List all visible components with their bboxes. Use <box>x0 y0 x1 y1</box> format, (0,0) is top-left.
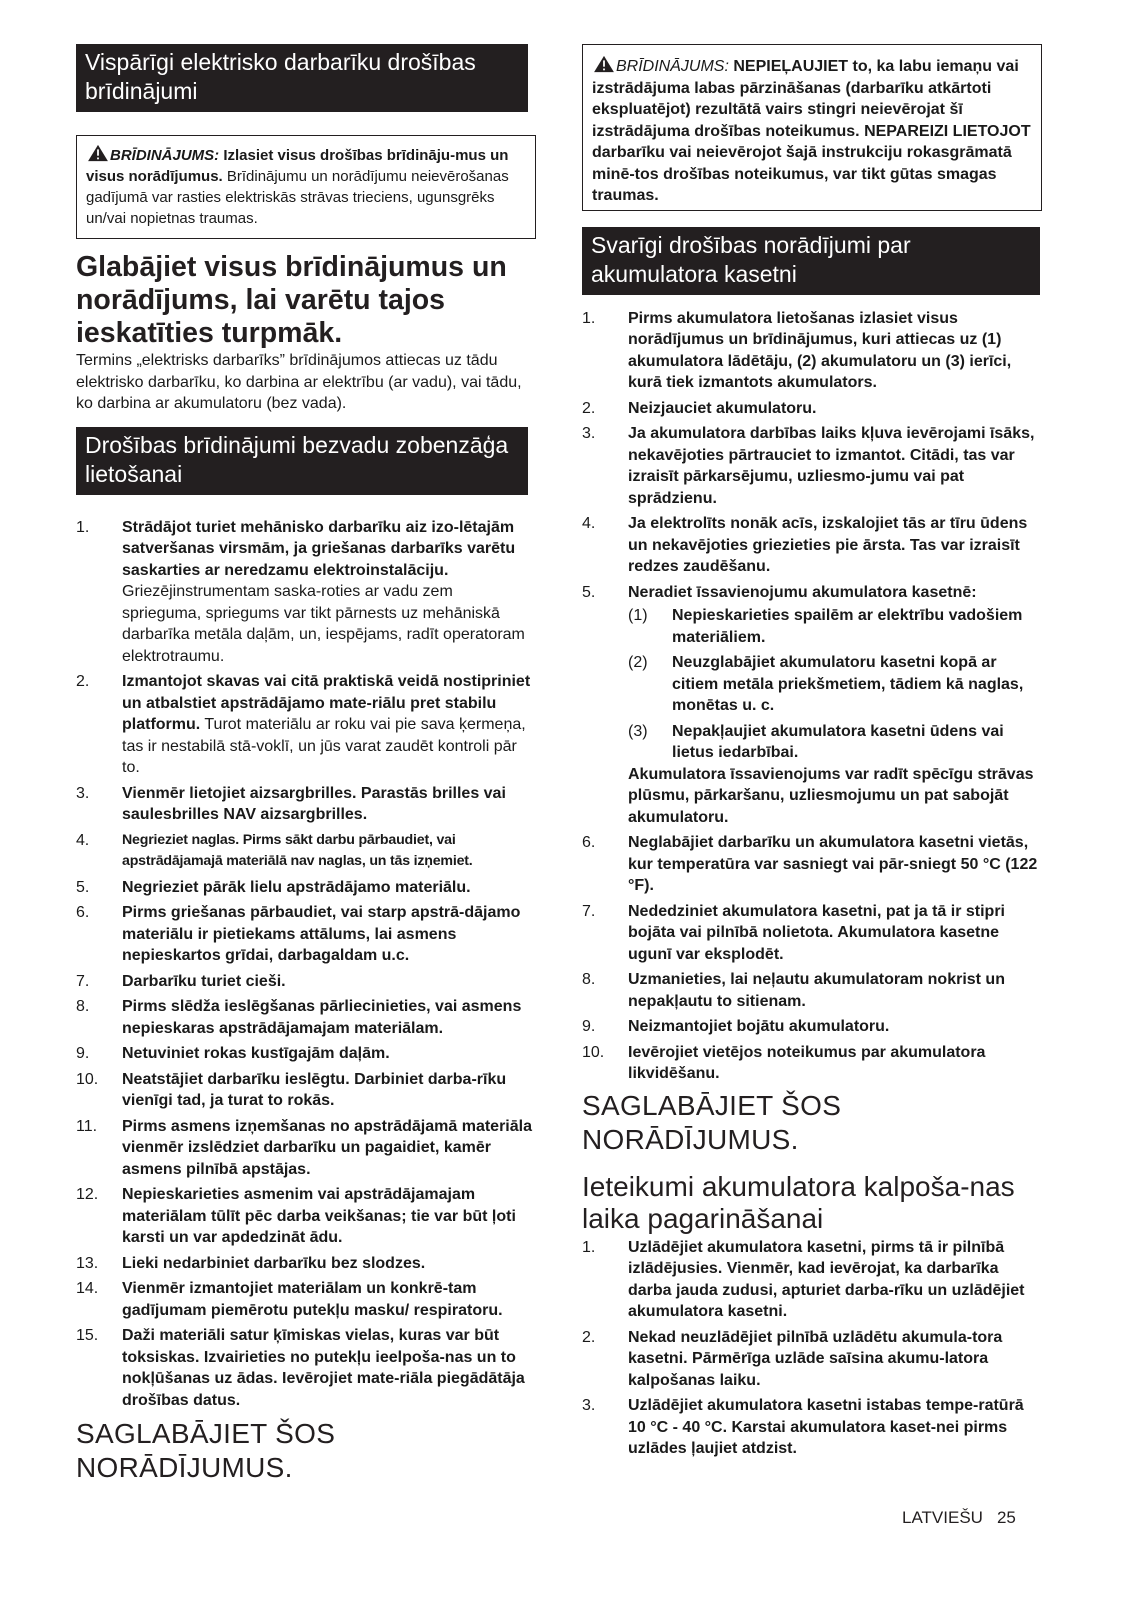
battery-tips-list <box>582 1237 1042 1460</box>
list-item: 12. Nepieskarieties asmenim vai apstrādājamajam materiālam tūlīt pēc darba veikšanas; tie var būt ļoti karsti un var apdedzināt ādu. <box>76 1186 516 1246</box>
warning-bold-text: Izlasiet visus drošības brīdināju-mus un visus norādījumus. <box>86 147 509 185</box>
list-item: 11. Pirms asmens izņemšanas no apstrādājamā materiāla vienmēr izslēdziet darbarīku un pagaidiet, kamēr asmens pilnībā apstājas. <box>76 1117 532 1178</box>
list-item: 3. Ja akumulatora darbības laiks kļuva ievērojami īsāks, nekavējoties pārtrauciet to izmantot. Citādi, tas var izraisīt pārkarsējumu, uzliesmo-jumu vai pat sprādzienu. <box>582 425 1035 507</box>
left-column <box>76 44 536 1485</box>
list-item: 4. Ja elektrolīts nonāk acīs, izskalojiet tās ar tīru ūdens un nekavējoties griezieties pie ārsta. Tas var izraisīt redzes zaudēšanu. <box>582 515 1028 575</box>
section-heading-saw-safety: Drošības brīdinājumi bezvadu zobenzāģa lietošanai <box>76 427 528 495</box>
list-item: 2. Izmantojot skavas vai citā praktiskā veidā nostipriniet un atbalstiet apstrādājamo mate-riālu pret stabilu platformu. Turot materiālu ar roku vai pie sava ķermeņa, tas ir nestabilā stā-voklī, un jūs varat zaudēt kontroli pār to. <box>76 673 531 776</box>
sub-list-item: (2) Neuzglabājiet akumulatoru kasetni kopā ar citiem metāla priekšmetiem, tādiem kā naglas, monētas u. c. <box>628 654 1024 714</box>
warning-bold-text: NEPIEĻAUJIET to, ka labu iemaņu vai izstrādājuma labas pārzināšanas (darbarīku atkārtoti ekspluatējot) rezultātā vairs stingri neievērojat šī izstrādājuma drošības noteikumus. NEPAREIZI LIETOJOT darbarīku vai neievērojot šajā instrukciju rokasgrāmatā minē-tos drošības noteikumus, var tikt gūtas smagas traumas. <box>592 58 1031 204</box>
list-item: 6. Pirms griešanas pārbaudiet, vai starp apstrā-dājamo materiālu ir pietiekams attālums, lai asmens nepieskartos grīdai, darbagaldam u.c. <box>76 904 521 964</box>
list-item: 10. Ievērojiet vietējos noteikumus par akumulatora likvidēšanu. <box>582 1043 986 1082</box>
list-item: 5. Negrieziet pārāk lielu apstrādājamo materiālu. <box>76 878 471 896</box>
list-item: 6. Neglabājiet darbarīku un akumulatora kasetni vietās, kur temperatūra var sasniegt vai pār-sniegt 50 °C (122 °F). <box>582 834 1038 894</box>
list-item: 2. Nekad neuzlādējiet pilnībā uzlādētu akumula-tora kasetni. Pārmērīga uzlāde saīsina akumu-latora kalpošanas laiku. <box>582 1328 1003 1389</box>
list-item: 5. Neradiet īssavienojumu akumulatora kasetnē: (1) Nepieskarieties spailēm ar elektrību vadošiem materiāliem. (2) Neuzglabājiet akumulatoru kasetni kopā ar citiem metāla priekšmetiem, tādiem kā naglas, monētas u. c. (3) Nepakļaujiet akumulatora kasetni ūdens vai lietus iedarbībai. Akumulatora īssavienojums var radīt spēcīgu strāvas plūsmu, pārkaršanu, uzliesmojumu un pat sabojāt akumulatoru. <box>582 582 1042 829</box>
list-item: 7. Nededziniet akumulatora kasetni, pat ja tā ir stipri bojāta vai pilnībā nolietota. Akumulatora kasetne ugunī var eksplodēt. <box>582 902 1005 963</box>
list-item: 3. Uzlādējiet akumulatora kasetni istabas tempe-ratūrā 10 °C - 40 °C. Karstai akumulatora kaset-nei pirms uzlādes ļaujiet atdzist. <box>582 1397 1024 1457</box>
warning-text: Brīdinājumu un norādījumu neievērošanas gadījumā var rasties elektriskās strāvas trieciens, ugunsgrēks un/vai nopietnas traumas. <box>86 168 509 227</box>
saw-safety-list <box>76 517 536 1412</box>
battery-safety-list <box>582 308 1042 1085</box>
list-item: 1. Strādājot turiet mehānisko darbarīku aiz izo-lētajām satveršanas virsmām, ja griešanas darbarīks varētu saskarties ar neredzamu elektroinstalāciju. Griezējinstrumentam saska-roties ar vadu zem sprieguma, spriegums var tikt pārnests uz mehāniskā darbarīka metāla daļām, un, iespējams, radīt operatoram elektrotraumu. <box>76 518 525 665</box>
keep-warnings-heading: Glabājiet visus brīdinājumus un norādījums, lai varētu tajos ieskatīties turpmāk. <box>76 251 507 349</box>
list-item: 8. Uzmanieties, lai neļautu akumulatoram nokrist un nepakļautu to sitienam. <box>582 971 1005 1010</box>
footer-language: LATVIEŠU <box>902 1508 983 1527</box>
page-footer <box>902 1508 1016 1528</box>
page-number: 25 <box>996 1508 1016 1527</box>
save-instructions-heading: SAGLABĀJIET ŠOS NORĀDĪJUMUS. <box>76 1418 336 1483</box>
sub-list-item: (3) Nepakļaujiet akumulatora kasetni ūdens vai lietus iedarbībai. <box>628 722 1004 761</box>
list-item: 13. Lieki nedarbiniet darbarīku bez slodzes. <box>76 1254 426 1272</box>
short-circuit-note: Akumulatora īssavienojums var radīt spēcīgu strāvas plūsmu, pārkaršanu, uzliesmojumu un pat sabojāt akumulatoru. <box>628 765 1034 826</box>
list-item: 9. Netuviniet rokas kustīgajām daļām. <box>76 1045 390 1062</box>
list-item: 9. Neizmantojiet bojātu akumulatoru. <box>582 1018 890 1035</box>
warning-box-familiarity <box>582 44 1042 211</box>
section-heading-battery-safety: Svarīgi drošības norādījumi par akumulatora kasetni <box>582 227 1040 295</box>
warning-box-general <box>76 135 536 239</box>
list-item: 10. Neatstājiet darbarīku ieslēgtu. Darbiniet darba-rīku vienīgi tad, ja turat to rokās. <box>76 1070 507 1109</box>
term-definition-paragraph: Termins „elektrisks darbarīks” brīdinājumos attiecas uz tādu elektrisko darbarīku, ko darbina ar elektrību (ar vadu), vai tādu, ko darbina ar akumulatoru (bez vada). <box>76 352 522 412</box>
list-item: 1. Uzlādējiet akumulatora kasetni, pirms tā ir pilnībā izlādējusies. Vienmēr, kad ievērojat, ka darbarīka darba jauda zudusi, apturiet darba-rīku un uzlādējiet akumulatora kasetni. <box>582 1238 1025 1320</box>
warning-label: BRĪDINĀJUMS: <box>110 147 220 164</box>
warning-triangle-icon <box>86 144 110 162</box>
right-column <box>582 44 1042 1464</box>
list-item: 7. Darbarīku turiet cieši. <box>76 972 286 990</box>
warning-label: BRĪDINĀJUMS: <box>616 58 729 75</box>
list-item: 15. Daži materiāli satur ķīmiskas vielas, kuras var būt toksiskas. Izvairieties no putekļu ieelpoša-nas un to nokļūšanas uz ādas. Ievērojiet mate-riāla piegādātāja drošības datus. <box>76 1327 525 1409</box>
list-item: 4. Negrieziet naglas. Pirms sākt darbu pārbaudiet, vai apstrādājamajā materiālā nav naglas, un tās izņemiet. <box>76 831 473 869</box>
list-item: 3. Vienmēr lietojiet aizsargbrilles. Parastās brilles vai saulesbrilles NAV aizsargbrilles. <box>76 784 506 823</box>
battery-life-tips-heading: Ieteikumi akumulatora kalpoša-nas laika pagarināšanai <box>582 1170 1015 1234</box>
warning-triangle-icon <box>592 55 616 73</box>
list-item: 1. Pirms akumulatora lietošanas izlasiet visus norādījumus un brīdinājumus, kuri attiecas uz (1) akumulatora lādētāju, (2) akumulatoru un (3) ierīci, kurā tiek izmantots akumulators. <box>582 309 1012 391</box>
save-instructions-heading: SAGLABĀJIET ŠOS NORĀDĪJUMUS. <box>582 1089 842 1155</box>
section-heading-general-safety: Vispārīgi elektrisko darbarīku drošības brīdinājumi <box>76 44 528 112</box>
list-item: 14. Vienmēr izmantojiet materiālam un konkrē-tam gadījumam piemērotu putekļu masku/ respiratoru. <box>76 1280 503 1319</box>
short-circuit-sublist <box>628 605 1042 764</box>
list-item: 8. Pirms slēdža ieslēgšanas pārliecinieties, vai asmens nepieskaras apstrādājamajam materiālam. <box>76 998 522 1037</box>
list-item: 2. Neizjauciet akumulatoru. <box>582 399 817 417</box>
sub-list-item: (1) Nepieskarieties spailēm ar elektrību vadošiem materiāliem. <box>628 607 1023 646</box>
